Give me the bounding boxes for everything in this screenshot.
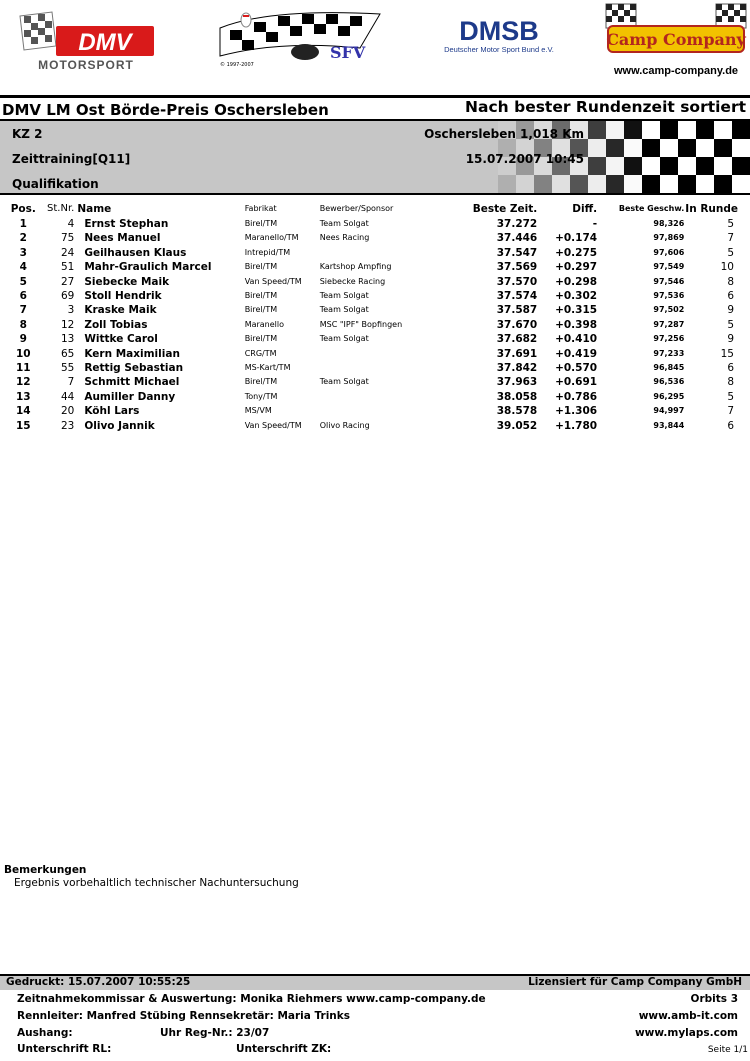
cell-sponsor: MSC "IPF" Bopfingen xyxy=(319,319,403,329)
cell-best-speed: 93,844 xyxy=(653,420,685,430)
footer-registration: Uhr Reg-Nr.: 23/07 xyxy=(160,1027,270,1039)
cell-in-lap: 8 xyxy=(727,376,734,389)
table-row xyxy=(0,260,750,274)
table-row xyxy=(0,375,750,389)
svg-text:www.camp-company.de: www.camp-company.de xyxy=(613,65,739,77)
table-row xyxy=(0,332,750,346)
cell-best-speed: 97,502 xyxy=(653,305,685,315)
cell-pos: 10 xyxy=(16,347,31,360)
cell-diff: +0.691 xyxy=(555,376,598,389)
signature-zk-label: Unterschrift ZK: xyxy=(236,1043,332,1055)
cell-best-time: 37.547 xyxy=(496,246,538,259)
cell-sponsor: Team Solgat xyxy=(319,219,369,228)
cell-best-speed: 97,549 xyxy=(653,262,685,272)
cell-in-lap: 5 xyxy=(727,390,734,403)
cell-driver-name: Olivo Jannik xyxy=(84,419,155,432)
cell-in-lap: 5 xyxy=(727,218,734,230)
cell-best-time: 37.570 xyxy=(496,275,538,288)
session-type: Qualifikation xyxy=(12,177,99,191)
cell-in-lap: 5 xyxy=(727,246,734,259)
cell-sponsor xyxy=(320,390,472,404)
cell-diff: - xyxy=(592,218,598,230)
cell-diff: +0.174 xyxy=(555,232,598,245)
cell-pos: 8 xyxy=(19,318,27,331)
col-fabrikat: Fabrikat xyxy=(244,204,277,214)
cell-pos: 12 xyxy=(16,376,31,389)
cell-pos: 11 xyxy=(16,362,31,375)
cell-fabrikat: Maranello xyxy=(244,319,285,329)
cell-fabrikat: CRG/TM xyxy=(244,348,277,358)
cell-diff: +0.298 xyxy=(555,275,598,288)
cell-sponsor: Team Solgat xyxy=(319,334,369,344)
cell-driver-name: Mahr-Graulich Marcel xyxy=(84,261,212,274)
cell-in-lap: 10 xyxy=(720,261,734,274)
cell-driver-name: Kraske Maik xyxy=(84,304,157,317)
cell-best-time: 37.446 xyxy=(496,232,538,245)
cell-best-time: 37.587 xyxy=(496,304,538,317)
footer-mylaps-link: www.mylaps.com xyxy=(634,1027,738,1039)
table-row xyxy=(0,289,750,303)
cell-pos: 2 xyxy=(19,232,27,245)
cell-in-lap: 8 xyxy=(727,275,734,288)
footer-race-director: Rennleiter: Manfred Stübing Rennsekretär: Maria Trinks xyxy=(17,1010,351,1022)
printed-timestamp: Gedruckt: 15.07.2007 10:55:25 xyxy=(6,976,191,988)
cell-driver-name: Wittke Carol xyxy=(84,333,158,346)
cell-fabrikat: Intrepid/TM xyxy=(244,247,291,257)
cell-sponsor: Olivo Racing xyxy=(319,420,370,430)
cell-best-speed: 97,287 xyxy=(653,319,685,329)
cell-best-speed: 97,546 xyxy=(653,276,685,286)
cell-start-number: 4 xyxy=(67,218,75,230)
cell-best-time: 38.578 xyxy=(496,405,538,418)
cell-fabrikat: Birel/TM xyxy=(244,291,278,301)
cell-start-number: 75 xyxy=(60,232,75,245)
cell-best-time: 37.574 xyxy=(496,290,538,303)
cell-best-time: 37.569 xyxy=(496,261,538,274)
cell-fabrikat: MS/VM xyxy=(244,406,272,416)
cell-driver-name: Schmitt Michael xyxy=(84,376,180,389)
cell-diff: +0.398 xyxy=(555,318,598,331)
cell-start-number: 7 xyxy=(67,376,75,389)
table-row xyxy=(0,404,750,418)
cell-diff: +0.275 xyxy=(555,246,598,259)
cell-driver-name: Siebecke Maik xyxy=(84,275,170,288)
cell-fabrikat: Birel/TM xyxy=(244,219,278,228)
cell-in-lap: 9 xyxy=(727,304,734,317)
remarks-text: Ergebnis vorbehaltlich technischer Nachuntersuchung xyxy=(14,877,299,889)
license-info: Lizensiert für Camp Company GmbH xyxy=(528,976,742,988)
footer-software: Orbits 3 xyxy=(690,993,738,1005)
page-number: Seite 1/1 xyxy=(707,1045,748,1055)
cell-pos: 1 xyxy=(19,218,27,230)
cell-start-number: 55 xyxy=(60,362,75,375)
col-name: Name xyxy=(77,203,112,216)
table-row xyxy=(0,246,750,260)
cell-start-number: 51 xyxy=(60,261,75,274)
cell-start-number: 20 xyxy=(60,405,75,418)
cell-diff: +0.315 xyxy=(555,304,598,317)
cell-pos: 5 xyxy=(19,275,27,288)
cell-start-number: 13 xyxy=(60,333,75,346)
race-class: KZ 2 xyxy=(12,127,43,141)
results-table xyxy=(0,202,750,433)
col-in-lap: In Runde xyxy=(685,203,738,216)
cell-driver-name: Ernst Stephan xyxy=(84,218,169,230)
cell-best-time: 37.682 xyxy=(496,333,538,346)
cell-driver-name: Köhl Lars xyxy=(84,405,140,418)
cell-best-speed: 94,997 xyxy=(653,406,685,416)
camp-company-logo xyxy=(602,2,750,78)
cell-fabrikat: Birel/TM xyxy=(244,377,278,387)
cell-fabrikat: Birel/TM xyxy=(244,334,278,344)
cell-diff: +0.786 xyxy=(555,390,598,403)
svg-text:© 1997-2007: © 1997-2007 xyxy=(220,62,254,68)
cell-in-lap: 9 xyxy=(727,333,734,346)
header-bottom-rule xyxy=(0,193,750,195)
svg-text:DMSB: DMSB xyxy=(459,16,539,46)
cell-in-lap: 15 xyxy=(720,347,734,360)
table-row xyxy=(0,390,750,404)
cell-sponsor xyxy=(320,361,472,375)
table-row xyxy=(0,318,750,332)
svg-text:Deutscher Motor Sport Bund e.V: Deutscher Motor Sport Bund e.V. xyxy=(444,45,554,54)
cell-pos: 6 xyxy=(19,290,27,303)
dmsb-logo xyxy=(440,14,558,58)
track-info: Oschersleben 1,018 Km xyxy=(424,127,584,141)
cell-pos: 7 xyxy=(19,304,27,317)
table-row xyxy=(0,303,750,317)
cell-in-lap: 6 xyxy=(727,290,734,303)
cell-driver-name: Aumiller Danny xyxy=(84,390,176,403)
table-row xyxy=(0,231,750,245)
svg-text:DMV: DMV xyxy=(78,29,132,56)
cell-start-number: 3 xyxy=(67,304,75,317)
cell-fabrikat: Tony/TM xyxy=(244,391,278,401)
sort-title: Nach bester Rundenzeit sortiert xyxy=(465,98,746,116)
cell-diff: +0.302 xyxy=(555,290,598,303)
cell-driver-name: Nees Manuel xyxy=(84,232,161,245)
cell-diff: +0.410 xyxy=(555,333,598,346)
event-title: DMV LM Ost Börde-Preis Oschersleben xyxy=(2,101,329,119)
svg-text:Camp Company: Camp Company xyxy=(606,30,746,49)
table-header-row xyxy=(0,202,750,217)
cell-driver-name: Zoll Tobias xyxy=(84,318,148,331)
cell-fabrikat: Maranello/TM xyxy=(244,233,299,243)
cell-best-speed: 97,536 xyxy=(653,291,685,301)
cell-best-time: 37.670 xyxy=(496,318,538,331)
cell-diff: +0.297 xyxy=(555,261,598,274)
cell-start-number: 65 xyxy=(60,347,75,360)
col-diff: Diff. xyxy=(572,203,598,216)
table-row xyxy=(0,217,750,231)
signature-rl-label: Unterschrift RL: xyxy=(17,1043,112,1055)
cell-sponsor xyxy=(320,404,472,418)
cell-best-speed: 96,536 xyxy=(653,377,685,387)
col-stnr: St.Nr. xyxy=(47,203,75,215)
cell-best-time: 39.052 xyxy=(496,419,538,432)
cell-pos: 13 xyxy=(16,390,31,403)
session-datetime: 15.07.2007 10:45 xyxy=(465,152,584,166)
cell-driver-name: Rettig Sebastian xyxy=(84,362,184,375)
cell-sponsor: Siebecke Racing xyxy=(319,276,386,286)
cell-start-number: 27 xyxy=(60,275,75,288)
cell-sponsor: Kartshop Ampfing xyxy=(319,262,392,272)
col-best-speed: Beste Geschw. xyxy=(618,204,685,214)
cell-fabrikat: Birel/TM xyxy=(244,305,278,315)
cell-in-lap: 6 xyxy=(727,362,734,375)
svg-text:SFV: SFV xyxy=(330,43,366,62)
cell-start-number: 69 xyxy=(60,290,75,303)
cell-sponsor xyxy=(320,347,472,361)
cell-sponsor: Team Solgat xyxy=(319,305,369,315)
cell-diff: +1.780 xyxy=(555,419,598,432)
cell-start-number: 24 xyxy=(60,246,75,259)
cell-fabrikat: Birel/TM xyxy=(244,262,278,272)
cell-best-time: 37.691 xyxy=(496,347,538,360)
cell-diff: +1.306 xyxy=(555,405,598,418)
col-sponsor: Bewerber/Sponsor xyxy=(319,204,394,214)
svg-text:MOTORSPORT: MOTORSPORT xyxy=(38,58,134,72)
footer-officials: Zeitnahmekommissar & Auswertung: Monika Riehmers www.camp-company.de xyxy=(17,993,486,1005)
checkered-flag-icon xyxy=(20,12,56,50)
table-row xyxy=(0,419,750,433)
cell-in-lap: 7 xyxy=(727,232,734,245)
table-row xyxy=(0,275,750,289)
cell-best-speed: 97,256 xyxy=(653,334,685,344)
cell-pos: 3 xyxy=(19,246,27,259)
cell-sponsor: Team Solgat xyxy=(319,291,369,301)
cell-pos: 4 xyxy=(19,261,27,274)
cell-best-time: 37.842 xyxy=(496,362,538,375)
cell-fabrikat: Van Speed/TM xyxy=(244,276,302,286)
cell-start-number: 23 xyxy=(60,419,75,432)
cell-pos: 14 xyxy=(16,405,31,418)
table-row xyxy=(0,347,750,361)
sfv-logo xyxy=(210,8,385,68)
cell-pos: 15 xyxy=(16,419,31,432)
cell-start-number: 44 xyxy=(60,390,75,403)
cell-best-speed: 96,845 xyxy=(653,363,685,373)
cell-in-lap: 5 xyxy=(727,318,734,331)
cell-sponsor xyxy=(320,246,472,260)
remarks-heading: Bemerkungen xyxy=(4,864,87,876)
cell-diff: +0.419 xyxy=(555,347,598,360)
session-name: Zeittraining[Q11] xyxy=(12,152,131,166)
cell-best-speed: 97,869 xyxy=(653,233,685,243)
cell-driver-name: Geilhausen Klaus xyxy=(84,246,187,259)
checkered-flag-icon xyxy=(606,4,746,28)
table-row xyxy=(0,361,750,375)
cell-best-time: 38.058 xyxy=(496,390,538,403)
cell-best-speed: 98,326 xyxy=(653,219,685,228)
footer-amb-link: www.amb-it.com xyxy=(638,1010,738,1022)
cell-best-speed: 96,295 xyxy=(653,391,685,401)
cell-best-speed: 97,606 xyxy=(653,247,685,257)
cell-best-time: 37.272 xyxy=(496,218,538,230)
cell-best-speed: 97,233 xyxy=(653,348,685,358)
cell-in-lap: 6 xyxy=(727,419,734,432)
cell-sponsor: Team Solgat xyxy=(319,377,369,387)
dmv-motorsport-logo xyxy=(12,8,162,72)
cell-best-time: 37.963 xyxy=(496,376,538,389)
footer-posting-label: Aushang: xyxy=(17,1027,73,1039)
cell-fabrikat: Van Speed/TM xyxy=(244,420,302,430)
cell-start-number: 12 xyxy=(60,318,75,331)
col-best-time: Beste Zeit. xyxy=(472,203,538,216)
cell-diff: +0.570 xyxy=(555,362,598,375)
bowling-pin-icon xyxy=(241,13,251,27)
cell-driver-name: Kern Maximilian xyxy=(84,347,180,360)
cell-sponsor: Nees Racing xyxy=(319,233,370,243)
cell-in-lap: 7 xyxy=(727,405,734,418)
cell-pos: 9 xyxy=(19,333,27,346)
cell-driver-name: Stoll Hendrik xyxy=(84,290,162,303)
col-pos: Pos. xyxy=(10,203,36,216)
cell-fabrikat: MS-Kart/TM xyxy=(244,363,291,373)
